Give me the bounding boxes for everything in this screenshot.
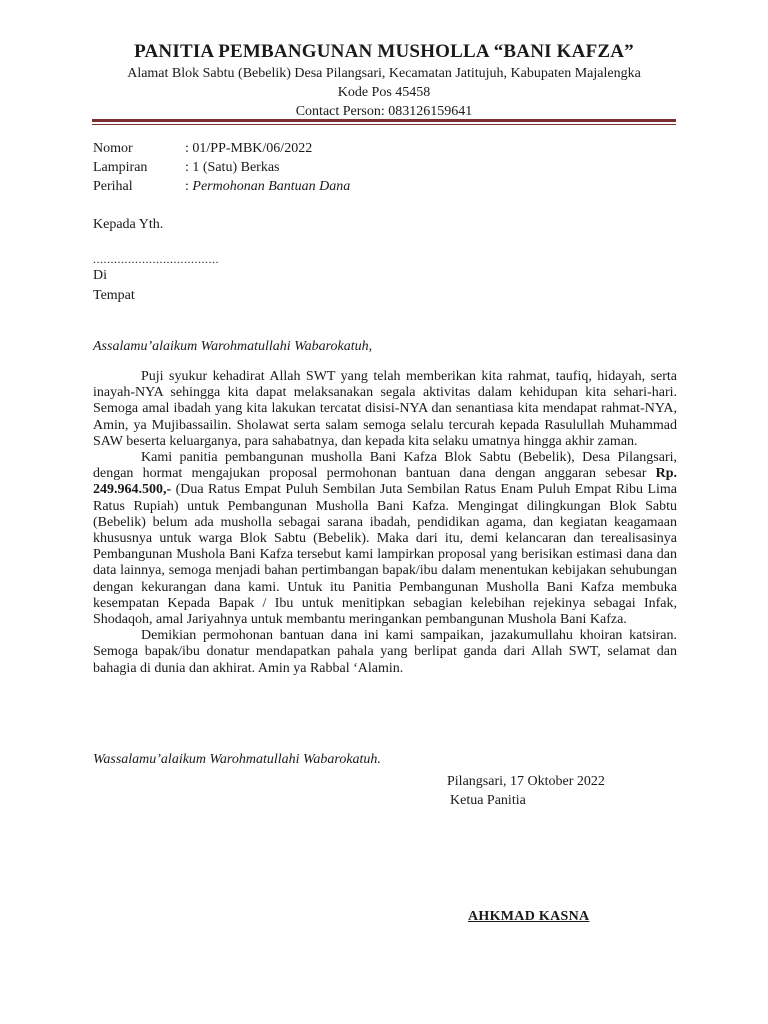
budget-amount: Rp. 249.964.500,-	[93, 466, 677, 498]
recipient-tempat: Tempat	[93, 288, 135, 303]
meta-perihal-value: Permohonan Bantuan Dana	[192, 179, 351, 194]
paragraph-2-text-before: Kami panitia pembangunan musholla Bani Kafza Blok Sabtu (Bebelik), Desa Pilangsari, dengan hormat mengajukan proposal permohonan bantuan dana dengan anggaran sebesar	[93, 450, 677, 482]
meta-nomor-label: Nomor	[93, 141, 133, 156]
paragraph-1: Puji syukur kehadirat Allah SWT yang telah memberikan kita rahmat, taufiq, hidayah, serta inayah-NYA sehingga kita dapat melaksanakan segala aktivitas dalam kehidupan kita sehari-hari. Semoga amal ibadah yang kita lakukan tercatat disisi-NYA dan senantiasa kita mendapat rahmat-NYA, Amin, ya Mujibassailin. Sholawat serta salam semoga selalu tercurah kepada Rasulullah Muhammad SAW beserta keluarganya, para sahabatnya, dan kepada kita selaku umatnya hingga akhir zaman.	[93, 369, 677, 449]
meta-lampiran-label: Lampiran	[93, 160, 148, 175]
paragraph-2	[93, 450, 677, 628]
letterhead-postal: Kode Pos 45458	[337, 85, 431, 100]
letterhead-divider-thick	[92, 119, 676, 122]
signature-block	[447, 772, 605, 810]
paragraph-2-text-after: (Dua Ratus Empat Puluh Sembilan Juta Sembilan Ratus Enam Puluh Empat Ribu Lima Ratus Rupiah) untuk Pembangunan Musholla Bani Kafza. Mengingat dilingkungan Blok Sabtu (Bebelik) belum ada musholla sebagai sarana ibadah, pendidikan agama, dan kegiatan keagamaan khususnya untuk warga Blok Sabtu (Bebelik). Maka dari itu, demi kelancaran dan terealisasinya Pembangunan Mushola Bani Kafza tersebut kami lampirkan proposal yang berisikan estimasi dana dan data lainnya, semoga menjadi bahan pertimbangan bapak/ibu dalam menentukan kebijakan sehubungan dengan kekurangan dana kami. Untuk itu Panitia Pembangunan Musholla Bani Kafza membuka kesempatan Kepada Bapak / Ibu untuk menitipkan sebagian kelebihan rejekinya sebagai Infak, Shodaqoh, amal Jariyahnya untuk membantu meringankan pembangunan Mushola Bani Kafza.	[93, 482, 677, 628]
signature-name: AHKMAD KASNA	[468, 909, 590, 924]
meta-perihal	[93, 177, 350, 196]
salam-opening: Assalamu’alaikum Warohmatullahi Wabarokatuh,	[93, 339, 373, 354]
letterhead-address: Alamat Blok Sabtu (Bebelik) Desa Pilangsari, Kecamatan Jatitujuh, Kabupaten Majalengka	[127, 66, 641, 81]
letter-body	[93, 369, 677, 677]
letterhead	[0, 40, 768, 121]
meta-lampiran-value: : 1 (Satu) Berkas	[185, 160, 280, 175]
letterhead-contact: Contact Person: 083126159641	[295, 104, 473, 119]
recipient-di: Di	[93, 268, 107, 283]
meta-lampiran	[93, 158, 350, 177]
letterhead-divider-thin	[92, 124, 676, 125]
meta-perihal-prefix: :	[185, 179, 193, 194]
salam-closing: Wassalamu’alaikum Warohmatullahi Wabarokatuh.	[93, 752, 381, 767]
letterhead-title: PANITIA PEMBANGUNAN MUSHOLLA “BANI KAFZA”	[134, 41, 634, 62]
letter-meta	[93, 139, 350, 196]
meta-nomor	[93, 139, 350, 158]
meta-nomor-value: : 01/PP-MBK/06/2022	[185, 141, 313, 156]
signature-role: Ketua Panitia	[450, 793, 526, 808]
recipient-greeting: Kepada Yth.	[93, 217, 164, 232]
recipient-dots: ....................................	[93, 252, 219, 266]
meta-perihal-label: Perihal	[93, 179, 133, 194]
paragraph-3: Demikian permohonan bantuan dana ini kami sampaikan, jazakumullahu khoiran katsiran. Semoga bapak/ibu donatur mendapatkan pahala yang berlipat ganda dari Allah SWT, selamat dan bahagia di dunia dan akhirat. Amin ya Rabbal ‘Alamin.	[93, 628, 677, 676]
signature-place-date: Pilangsari, 17 Oktober 2022	[447, 774, 605, 789]
